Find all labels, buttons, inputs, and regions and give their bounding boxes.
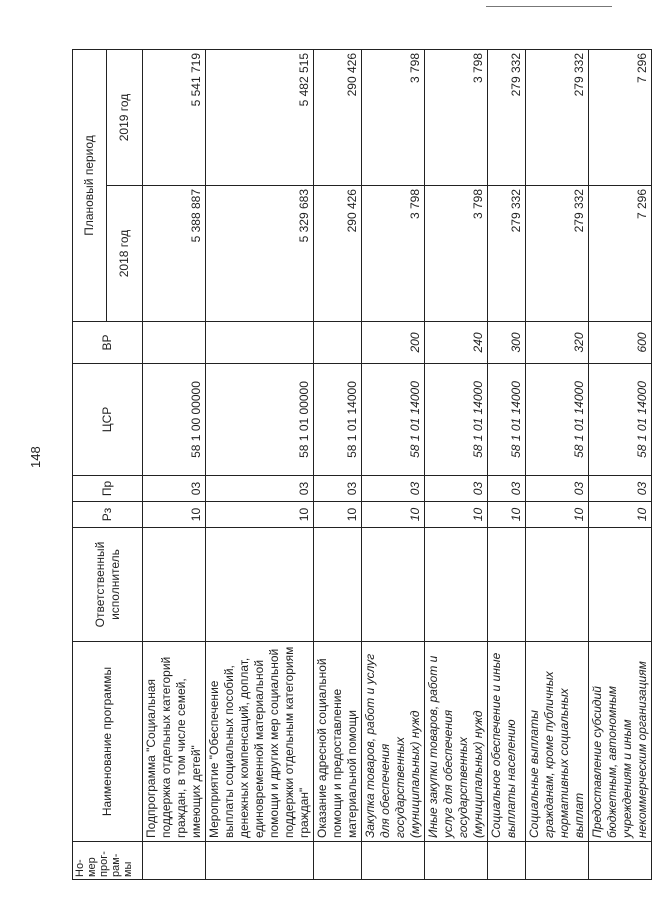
cell-pr: 03 xyxy=(143,476,206,502)
cell-prog-no xyxy=(526,842,589,880)
cell-2018: 5 329 683 xyxy=(206,186,314,322)
cell-rz: 10 xyxy=(526,502,589,528)
top-rule xyxy=(486,6,612,7)
cell-pr: 03 xyxy=(314,476,362,502)
cell-executor xyxy=(526,528,589,642)
cell-csr: 58 1 01 14000 xyxy=(526,364,589,476)
cell-csr: 58 1 01 14000 xyxy=(362,364,425,476)
table-row xyxy=(488,49,526,879)
table-row xyxy=(314,49,362,879)
header-csr: ЦСР xyxy=(73,364,143,476)
cell-prog-no xyxy=(143,842,206,880)
cell-rz: 10 xyxy=(488,502,526,528)
cell-vr: 300 xyxy=(488,322,526,364)
cell-name: Подпрограмма "Социальная поддержка отдельных категорий граждан, в том числе семей, имеющих детей" xyxy=(143,642,206,842)
cell-rz: 10 xyxy=(425,502,488,528)
cell-pr: 03 xyxy=(488,476,526,502)
table-row xyxy=(362,49,425,879)
cell-rz: 10 xyxy=(314,502,362,528)
cell-2018: 279 332 xyxy=(488,186,526,322)
budget-table xyxy=(72,49,652,880)
cell-name: Закупка товаров, работ и услуг для обеспечения государственных (муниципальных) нужд xyxy=(362,642,425,842)
header-year-2018: 2018 год xyxy=(107,186,143,322)
cell-csr: 58 1 01 14000 xyxy=(488,364,526,476)
cell-vr xyxy=(206,322,314,364)
header-name: Наименование программы xyxy=(73,642,143,842)
cell-executor xyxy=(589,528,652,642)
cell-pr: 03 xyxy=(589,476,652,502)
cell-vr xyxy=(143,322,206,364)
cell-2018: 3 798 xyxy=(425,186,488,322)
table-row xyxy=(526,49,589,879)
cell-executor xyxy=(314,528,362,642)
cell-name: Иные закупки товаров, работ и услуг для обеспечения государственных (муниципальных) нужд xyxy=(425,642,488,842)
header-rz: Рз xyxy=(73,502,143,528)
rotated-table-frame xyxy=(72,50,649,880)
cell-pr: 03 xyxy=(362,476,425,502)
cell-executor xyxy=(143,528,206,642)
cell-2019: 3 798 xyxy=(362,49,425,185)
cell-vr: 200 xyxy=(362,322,425,364)
header-row-1 xyxy=(73,49,107,879)
cell-prog-no xyxy=(206,842,314,880)
budget-table-container xyxy=(72,50,649,880)
cell-csr: 58 1 01 00000 xyxy=(206,364,314,476)
cell-executor xyxy=(425,528,488,642)
header-year-2019: 2019 год xyxy=(107,49,143,185)
page-number: 148 xyxy=(28,446,43,468)
cell-prog-no xyxy=(362,842,425,880)
cell-name: Оказание адресной социальной помощи и предоставление материальной помощи xyxy=(314,642,362,842)
cell-name: Социальные выплаты гражданам, кроме публичных нормативных социальных выплат xyxy=(526,642,589,842)
cell-rz: 10 xyxy=(206,502,314,528)
header-plan-period: Плановый период xyxy=(73,49,107,321)
header-prog-no: Но-мер прог-рам-мы xyxy=(73,842,143,880)
cell-2019: 3 798 xyxy=(425,49,488,185)
cell-csr: 58 1 01 14000 xyxy=(589,364,652,476)
header-pr: Пр xyxy=(73,476,143,502)
table-row xyxy=(589,49,652,879)
cell-csr: 58 1 01 14000 xyxy=(314,364,362,476)
cell-2019: 5 482 515 xyxy=(206,49,314,185)
cell-vr xyxy=(314,322,362,364)
cell-2019: 279 332 xyxy=(526,49,589,185)
table-row xyxy=(425,49,488,879)
cell-vr: 320 xyxy=(526,322,589,364)
cell-rz: 10 xyxy=(362,502,425,528)
cell-name: Мероприятие "Обеспечение выплаты социальных пособий, денежных компенсаций, доплат, единовременной материальной помощи и других мер социальной поддержки отдельным категориям граждан" xyxy=(206,642,314,842)
cell-pr: 03 xyxy=(206,476,314,502)
cell-2018: 5 388 887 xyxy=(143,186,206,322)
cell-name: Социальное обеспечение и иные выплаты населению xyxy=(488,642,526,842)
cell-pr: 03 xyxy=(425,476,488,502)
cell-executor xyxy=(206,528,314,642)
cell-2018: 3 798 xyxy=(362,186,425,322)
cell-2019: 279 332 xyxy=(488,49,526,185)
cell-csr: 58 1 01 14000 xyxy=(425,364,488,476)
cell-prog-no xyxy=(314,842,362,880)
cell-prog-no xyxy=(488,842,526,880)
cell-2018: 7 296 xyxy=(589,186,652,322)
cell-executor xyxy=(362,528,425,642)
cell-executor xyxy=(488,528,526,642)
cell-rz: 10 xyxy=(143,502,206,528)
header-vr: ВР xyxy=(73,322,143,364)
cell-prog-no xyxy=(589,842,652,880)
cell-pr: 03 xyxy=(526,476,589,502)
cell-2018: 279 332 xyxy=(526,186,589,322)
table-row xyxy=(206,49,314,879)
cell-2019: 7 296 xyxy=(589,49,652,185)
cell-csr: 58 1 00 00000 xyxy=(143,364,206,476)
cell-prog-no xyxy=(425,842,488,880)
table-body xyxy=(143,49,652,879)
cell-vr: 600 xyxy=(589,322,652,364)
cell-name: Предоставление субсидий бюджетным, автономным учреждениям и иным некоммерческим организациям xyxy=(589,642,652,842)
cell-2018: 290 426 xyxy=(314,186,362,322)
header-executor: Ответственный исполнитель xyxy=(73,528,143,642)
cell-2019: 290 426 xyxy=(314,49,362,185)
cell-vr: 240 xyxy=(425,322,488,364)
cell-2019: 5 541 719 xyxy=(143,49,206,185)
table-row xyxy=(143,49,206,879)
cell-rz: 10 xyxy=(589,502,652,528)
